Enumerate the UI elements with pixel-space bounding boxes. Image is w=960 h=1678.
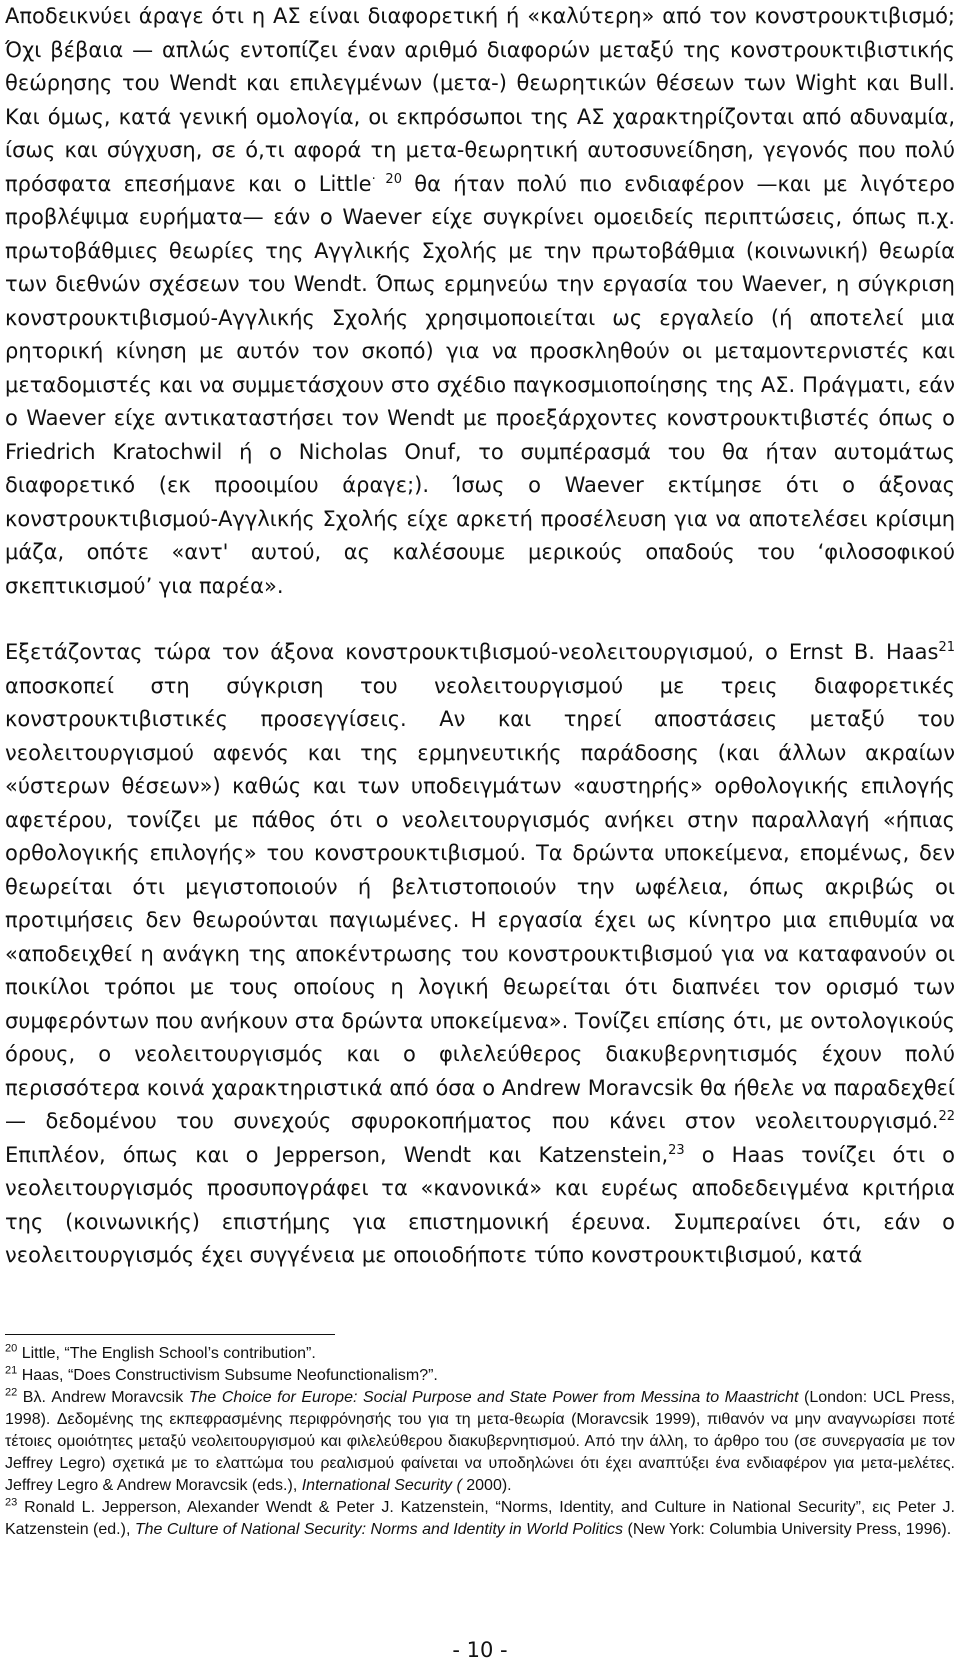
italic-title: The Culture of National Security: Norms and Identity in World Politics xyxy=(134,1521,624,1538)
footnote-number: 20 xyxy=(5,1342,18,1355)
footnote xyxy=(5,1387,955,1497)
text-run: αποσκοπεί στη σύγκριση του νεολειτουργισμού με τρεις διαφορετικές κονστρουκτιβιστικές προσεγγίσεις. Αν και τηρεί αποστάσεις μεταξύ του νεολειτουργισμού αφενός και της ερμηνευτικής παράδοσης (και άλλων ακραίων «ύστερων θέσεων») καθώς και των υποδειγμάτων «αυστηρής» ορθολογικής επιλογής αφετέρου, τονίζει με πάθος ότι ο νεολειτουργισμός ανήκει στην παραλλαγή «ήπιας ορθολογικής επιλογής» του κονστρουκτιβισμού. Τα δρώντα υποκείμενα, επομένως, δεν θεωρείται ότι μεγιστοποιούν ή βελτιστοποιούν την ωφέλεια, όπως ακριβώς οι προτιμήσεις δεν θεωρούνται παγιωμένες. Η εργασία έχει ως κίνητρο μια επιθυμία να «αποδειχθεί η ανάγκη της αποκέντρωσης του κονστρουκτιβισμού για να καταφανούν οι ποικίλοι τρόποι με τους οποίους η λογική θεωρείται ότι διαπνέει τον ορισμό των συμφερόντων που ανήκουν στα δρώντα υποκείμενα». Τονίζει επίσης ότι, με οντολογικούς όρους, ο νεολειτουργισμός και ο φιλελεύθερος διακυβερνητισμός έχουν πολύ περισσότερα κοινά χαρακτηριστικά από όσα ο Andrew Moravcsik θα ήθελε να παραδεχθεί — δεδομένου του συνεχούς σφυροκοπήματος που κάνει στον νεολειτουργισμό. xyxy=(5,673,955,1133)
page-number: - 10 - xyxy=(452,1638,508,1662)
text-run: Επιπλέον, όπως και ο Jepperson, Wendt και Katzenstein, xyxy=(5,1142,669,1167)
text-run: Εξετάζοντας τώρα τον άξονα κονστρουκτιβισμού-νεολειτουργισμού, ο Ernst B. Haas xyxy=(5,640,939,664)
text-run: Αποδεικνύει άραγε ότι η ΑΣ είναι διαφορετική ή «καλύτερη» από τον κονστρουκτιβισμό; Όχι βέβαια — απλώς εντοπίζει έναν αριθμό διαφορών μεταξύ της κονστρουκτιβιστικής θεώρησης του Wendt και επιλεγμένων (μετα-) θεωρητικών θέσεων των Wight και Bull. Και όμως, κατά γενική ομολογία, οι εκπρόσωποι της ΑΣ χαρακτηρίζονται από αδυναμία, ίσως και σύγχυση, σε ό,τι αφορά τη μετα-θεωρητική αυτοσυνείδηση, γεγονός που πολύ πρόσφατα επεσήμανε και ο Little xyxy=(5,4,955,196)
footnote-reference: 21 xyxy=(938,640,955,655)
footnote-number: 23 xyxy=(5,1496,18,1509)
text-run: (New York: Columbia University Press, 1996). xyxy=(623,1521,952,1538)
footnote-number: 21 xyxy=(5,1364,18,1377)
text-run: 2000). xyxy=(461,1477,512,1494)
footnote-reference: 23 xyxy=(668,1142,685,1158)
italic-title: International Security ( xyxy=(301,1477,462,1494)
text-run: (London: UCL Press, 1998). Δεδομένης της εκπεφρασμένης περιφρόνησής του για τη μετα-θεωρία (Moravcsik 1999), πιθανόν να μην αναγνωρίσει ποτέ τέτοιες ομοιότητες μεταξύ νεολειτουργισμού και φιλελεύθερου διακυβερνητισμού. Από την άλλη, το άρθρο του (σε συνεργασία με τον Jeffrey Legro) σχετικά με το ελαττώμα του ρεαλισμού φαίνεται να υποδηλώνει ότι έχει αναπτύξει ένα ενδιαφέρον για μετα-μελέτες. Jeffrey Legro & Andrew Moravcsik (eds.), xyxy=(5,1389,955,1494)
footnote-reference: 22 xyxy=(938,1109,955,1124)
footnote-reference: · 20 xyxy=(371,171,402,187)
text-run: θα ήταν πολύ πιο ενδιαφέρον —και με λιγότερο προβλέψιμα ευρήματα— εάν ο Waever είχε συγκρίνει ομοειδείς περιπτώσεις, όπως π.χ. πρωτοβάθμιες θεωρίες της Αγγλικής Σχολής με την πρωτοβάθμια (κοινωνική) θεωρία των διεθνών σχέσεων του Wendt. Όπως ερμηνεύω την εργασία του Waever, η σύγκριση κονστρουκτιβισμού-Αγγλικής Σχολής χρησιμοποιείται ως εργαλείο (ή αποτελεί μια ρητορική κίνηση με αυτόν τον σκοπό) για να προσκληθούν οι μεταμοντερνιστές και μεταδομιστές και να συμμετάσχουν στο σχέδιο παγκοσμιοποίησης της ΑΣ. Πράγματι, εάν ο Waever είχε αντικαταστήσει τον Wendt με προεξάρχοντες κονστρουκτιβιστές όπως ο Friedrich Kratochwil ή ο Nicholas Onuf, το συμπέρασμά του θα ήταν αυτομάτως διαφορετικό (εκ προοιμίου άραγε;). Ίσως ο Waever εκτίμησε ότι ο άξονας κονστρουκτιβισμού-Αγγλικής Σχολής είχε αρκετή προσέλευση για να αποτελέσει κρίσιμη μάζα, οπότε «αντ' αυτού, ας καλέσουμε μερικούς οπαδούς του ‘φιλοσοφικού σκεπτικισμού’ για παρέα». xyxy=(5,171,955,598)
body-paragraph xyxy=(5,636,955,1273)
text-run: Little, “The English School’s contribution”. xyxy=(21,1345,316,1362)
body-paragraph xyxy=(5,0,955,603)
footnote xyxy=(5,1343,955,1365)
italic-title: The Choice for Europe: Social Purpose and State Power from Messina to Maastricht xyxy=(188,1389,799,1406)
text-run: Βλ. Andrew Moravcsik xyxy=(22,1389,189,1406)
footnote xyxy=(5,1497,955,1541)
text-run: ο Haas τονίζει ότι ο νεολειτουργισμός προσυπογράφει τα «κανονικά» και ευρέως αποδεδειγμένα κριτήρια της (κοινωνικής) επιστήμης για επιστημονική έρευνα. Συμπεραίνει ότι, εάν ο νεολειτουργισμός έχει συγγένεια με οποιοδήποτε τύπο κονστρουκτιβισμού, κατά xyxy=(5,1142,955,1267)
footnote-number: 22 xyxy=(5,1386,18,1399)
text-run: Ronald L. Jepperson, Alexander Wendt & Peter J. Katzenstein, “Norms, Identity, and Culture in National Security”, εις Peter J. Katzenstein (ed.), xyxy=(5,1499,955,1538)
footnote-separator xyxy=(5,1334,335,1335)
footnotes xyxy=(5,1343,955,1541)
body-text xyxy=(5,0,955,1273)
text-run: Haas, “Does Constructivism Subsume Neofunctionalism?”. xyxy=(21,1367,438,1384)
footnote xyxy=(5,1365,955,1387)
